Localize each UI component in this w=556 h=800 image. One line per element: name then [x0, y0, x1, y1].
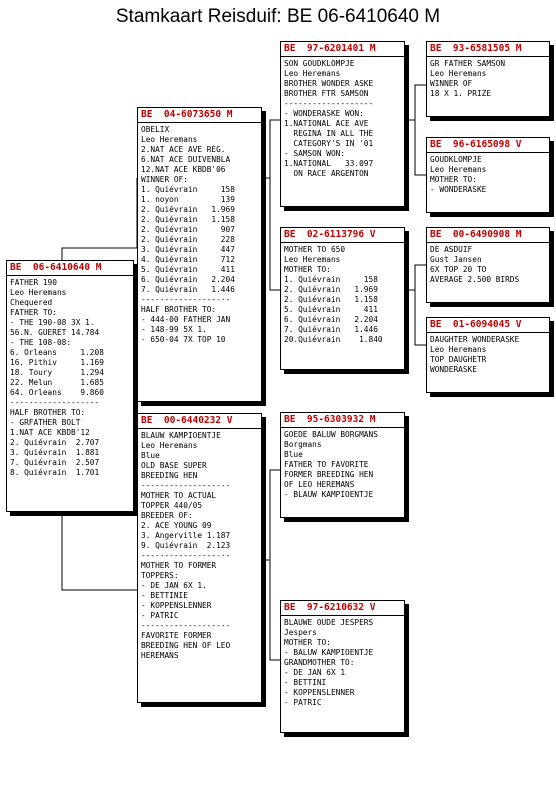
- card-line: GOEDE BALUW BORGMANS: [284, 430, 378, 439]
- card-line: WONDERASKE: [430, 365, 477, 374]
- card-line: - DE JAN 6X 1: [284, 668, 346, 677]
- card-details: [430, 245, 546, 285]
- card-line: BROTHER WONDER ASKE: [284, 79, 374, 88]
- card-line: Chequered: [10, 298, 53, 307]
- ring-number: BE 06-6410640 M: [7, 261, 133, 276]
- card-line: FATHER TO FAVORITE: [284, 460, 369, 469]
- card-details: [430, 59, 546, 99]
- card-line: 6.NAT ACE DUIVENBLA: [141, 155, 231, 164]
- ring-number: BE 96-6165098 V: [427, 138, 549, 153]
- ring-number: BE 02-6113796 V: [281, 228, 404, 243]
- card-line: 4. Quiévrain 712: [141, 255, 235, 264]
- card-line: FORMER BREEDING HEN: [284, 470, 374, 479]
- ring-number: BE 04-6073650 M: [138, 108, 261, 123]
- card-line: 2. Quiévrain 228: [141, 235, 235, 244]
- card-line: Leo Heremans: [10, 288, 67, 297]
- ring-number: BE 93-6581505 M: [427, 42, 549, 57]
- card-line: 3. Quiévrain 447: [141, 245, 235, 254]
- card-line: Leo Heremans: [284, 255, 341, 264]
- ring-number: BE 95-6303932 M: [281, 413, 404, 428]
- card-line: BROTHER FTR SAMSON: [284, 89, 369, 98]
- card-line: GR FATHER SAMSON: [430, 59, 506, 68]
- card-line: HALF BROTHER TO:: [10, 408, 86, 417]
- card-line: 1. Quiévrain 158: [141, 185, 235, 194]
- card-line: - THE 108-08:: [10, 338, 72, 347]
- card-line: WINNER OF:: [141, 175, 188, 184]
- card-line: CATEGORY'S IN '01: [284, 139, 374, 148]
- card-line: HALF BROTHER TO:: [141, 305, 217, 314]
- card-line: - 650-04 7X TOP 10: [141, 335, 226, 344]
- card-line: FATHER TO:: [10, 308, 57, 317]
- card-line: Leo Heremans: [141, 135, 198, 144]
- card-line: TOPPER 440/05: [141, 501, 203, 510]
- card-line: 7. Quiévrain 1.446: [284, 325, 378, 334]
- card-line: MOTHER TO:: [284, 265, 331, 274]
- card-line: Leo Heremans: [284, 69, 341, 78]
- card-line: - BALUW KAMPIOENTJE: [284, 648, 374, 657]
- card-line: BREEDING HEN OF LEO: [141, 641, 231, 650]
- card-line: 5. Quiévrain 411: [284, 305, 378, 314]
- card-line: HEREMANS: [141, 651, 179, 660]
- card-line: MOTHER TO 650: [284, 245, 346, 254]
- card-line: -------------------: [141, 551, 231, 560]
- card-line: 20.Quiévrain 1.840: [284, 335, 383, 344]
- card-line: OLD BASE SUPER: [141, 461, 207, 470]
- card-line: - KOPPENSLENNER: [284, 688, 355, 697]
- card-line: MOTHER TO FORMER: [141, 561, 217, 570]
- card-line: - PATRIC: [141, 611, 179, 620]
- pigeon-card-dam: [137, 413, 262, 703]
- card-line: DE ASDUIF: [430, 245, 473, 254]
- card-line: 1. noyon 139: [141, 195, 235, 204]
- card-line: Leo Heremans: [141, 441, 198, 450]
- card-line: -------------------: [10, 398, 100, 407]
- card-line: Blue: [284, 450, 303, 459]
- card-line: - WONDERASKE: [430, 185, 487, 194]
- card-line: - BETTINI: [284, 678, 327, 687]
- card-line: Gust Jansen: [430, 255, 482, 264]
- card-line: - KOPPENSLENNER: [141, 601, 212, 610]
- card-details: [141, 431, 258, 661]
- page-title: Stamkaart Reisduif: BE 06-6410640 M: [115, 6, 441, 27]
- card-line: TOP DAUGHETR: [430, 355, 487, 364]
- card-line: 2. Quiévrain 1.158: [284, 295, 378, 304]
- card-line: Blue: [141, 451, 160, 460]
- card-details: [430, 335, 546, 375]
- card-line: DAUGHTER WONDERASKE: [430, 335, 520, 344]
- card-line: 6. Orleans 1.208: [10, 348, 104, 357]
- card-line: FATHER 190: [10, 278, 57, 287]
- card-line: 1. Quiévrain 158: [284, 275, 378, 284]
- card-details: [141, 125, 258, 345]
- card-line: - 148-99 5X 1.: [141, 325, 207, 334]
- card-details: [10, 278, 130, 478]
- card-line: 8. Quiévrain 1.701: [10, 468, 100, 477]
- card-line: - GRFATHER BOLT: [10, 418, 81, 427]
- card-line: 2. Quiévrain 1.158: [141, 215, 235, 224]
- card-line: 1.NATIONAL ACE AVE: [284, 119, 369, 128]
- ring-number: BE 00-6440232 V: [138, 414, 261, 429]
- card-line: - PATRIC: [284, 698, 322, 707]
- card-line: REGINA IN ALL THE: [284, 129, 374, 138]
- card-line: -------------------: [284, 99, 374, 108]
- card-details: [284, 430, 401, 500]
- card-line: Leo Heremans: [430, 69, 487, 78]
- card-line: 2. Quiévrain 1.969: [141, 205, 235, 214]
- card-line: 6. Quiévrain 2.204: [284, 315, 378, 324]
- card-line: 6X TOP 20 TO: [430, 265, 487, 274]
- card-line: -------------------: [141, 481, 231, 490]
- card-line: - SAMSON WON:: [284, 149, 346, 158]
- card-line: 56.N. GUERET 14.784: [10, 328, 100, 337]
- card-details: [430, 155, 546, 195]
- card-line: ON RACE ARGENTON: [284, 169, 369, 178]
- card-line: - BLAUW KAMPIOENTJE: [284, 490, 374, 499]
- card-line: Borgmans: [284, 440, 322, 449]
- card-line: MOTHER TO:: [430, 175, 477, 184]
- card-line: 18 X 1. PRIZE: [430, 89, 492, 98]
- card-line: - WONDERASKE WON:: [284, 109, 364, 118]
- pigeon-card-dam-sire: [280, 412, 405, 518]
- card-line: 7. Quiévrain 1.446: [141, 285, 235, 294]
- card-line: - THE 190-08 3X 1.: [10, 318, 95, 327]
- card-details: [284, 59, 401, 179]
- card-line: OF LEO HEREMANS: [284, 480, 355, 489]
- card-line: 2.NAT ACE AVE REG.: [141, 145, 226, 154]
- ring-number: BE 01-6094045 V: [427, 318, 549, 333]
- pigeon-card-subject: [6, 260, 134, 512]
- card-line: OBELIX: [141, 125, 170, 134]
- card-line: BLAUWE OUDE JESPERS: [284, 618, 374, 627]
- card-line: 5. Quiévrain 411: [141, 265, 235, 274]
- ring-number: BE 97-6210632 V: [281, 601, 404, 616]
- card-line: BREEDING HEN: [141, 471, 198, 480]
- ring-number: BE 00-6490908 M: [427, 228, 549, 243]
- card-line: BREEDER OF:: [141, 511, 193, 520]
- card-details: [284, 245, 401, 345]
- card-line: 16. Pithiv 1.169: [10, 358, 104, 367]
- card-line: 3. Angerville 1.187: [141, 531, 231, 540]
- pigeon-card-sire-sire-dam: [426, 137, 550, 213]
- card-line: BLAUW KAMPIOENTJE: [141, 431, 221, 440]
- card-line: - 444-00 FATHER JAN: [141, 315, 231, 324]
- card-line: 12.NAT ACE KBDB'06: [141, 165, 226, 174]
- pigeon-card-sire-dam: [280, 227, 405, 370]
- card-line: 6. Quiévrain 2.204: [141, 275, 235, 284]
- card-details: [284, 618, 401, 708]
- card-line: 2. Quiévrain 2.707: [10, 438, 100, 447]
- card-line: 3. Quiévrain 1.881: [10, 448, 100, 457]
- pigeon-card-sire-dam-dam: [426, 317, 550, 393]
- card-line: 7. Quiévrain 2.507: [10, 458, 100, 467]
- card-line: 9. Quiévrain 2.123: [141, 541, 231, 550]
- card-line: -------------------: [141, 621, 231, 630]
- card-line: 1.NAT ACE KBDB'12: [10, 428, 90, 437]
- card-line: MOTHER TO ACTUAL: [141, 491, 217, 500]
- pigeon-card-sire: [137, 107, 262, 402]
- card-line: GRANDMOTHER TO:: [284, 658, 355, 667]
- card-line: AVERAGE 2.500 BIRDS: [430, 275, 520, 284]
- card-line: 18. Toury 1.294: [10, 368, 104, 377]
- card-line: - BETTINIE: [141, 591, 188, 600]
- card-line: WINNER OF: [430, 79, 473, 88]
- card-line: FAVORITE FORMER: [141, 631, 212, 640]
- card-line: Jespers: [284, 628, 317, 637]
- pigeon-card-sire-sire: [280, 41, 405, 207]
- card-line: Leo Heremans: [430, 165, 487, 174]
- card-line: MOTHER TO:: [284, 638, 331, 647]
- ring-number: BE 97-6201401 M: [281, 42, 404, 57]
- card-line: 2. Quiévrain 907: [141, 225, 235, 234]
- card-line: 1.NATIONAL 33.097: [284, 159, 374, 168]
- pigeon-card-sire-sire-sire: [426, 41, 550, 117]
- card-line: 64. Orleans 9.860: [10, 388, 104, 397]
- pigeon-card-dam-dam: [280, 600, 405, 733]
- card-line: 2. Quiévrain 1.969: [284, 285, 378, 294]
- card-line: 22. Melun 1.685: [10, 378, 104, 387]
- card-line: - DE JAN 6X 1.: [141, 581, 207, 590]
- card-line: -------------------: [141, 295, 231, 304]
- card-line: Leo Heremans: [430, 345, 487, 354]
- card-line: GOUDKLOMPJE: [430, 155, 482, 164]
- card-line: SON GOUDKLOMPJE: [284, 59, 355, 68]
- pigeon-card-sire-dam-sire: [426, 227, 550, 303]
- card-line: TOPPERS:: [141, 571, 179, 580]
- card-line: 2. ACE YOUNG 09: [141, 521, 212, 530]
